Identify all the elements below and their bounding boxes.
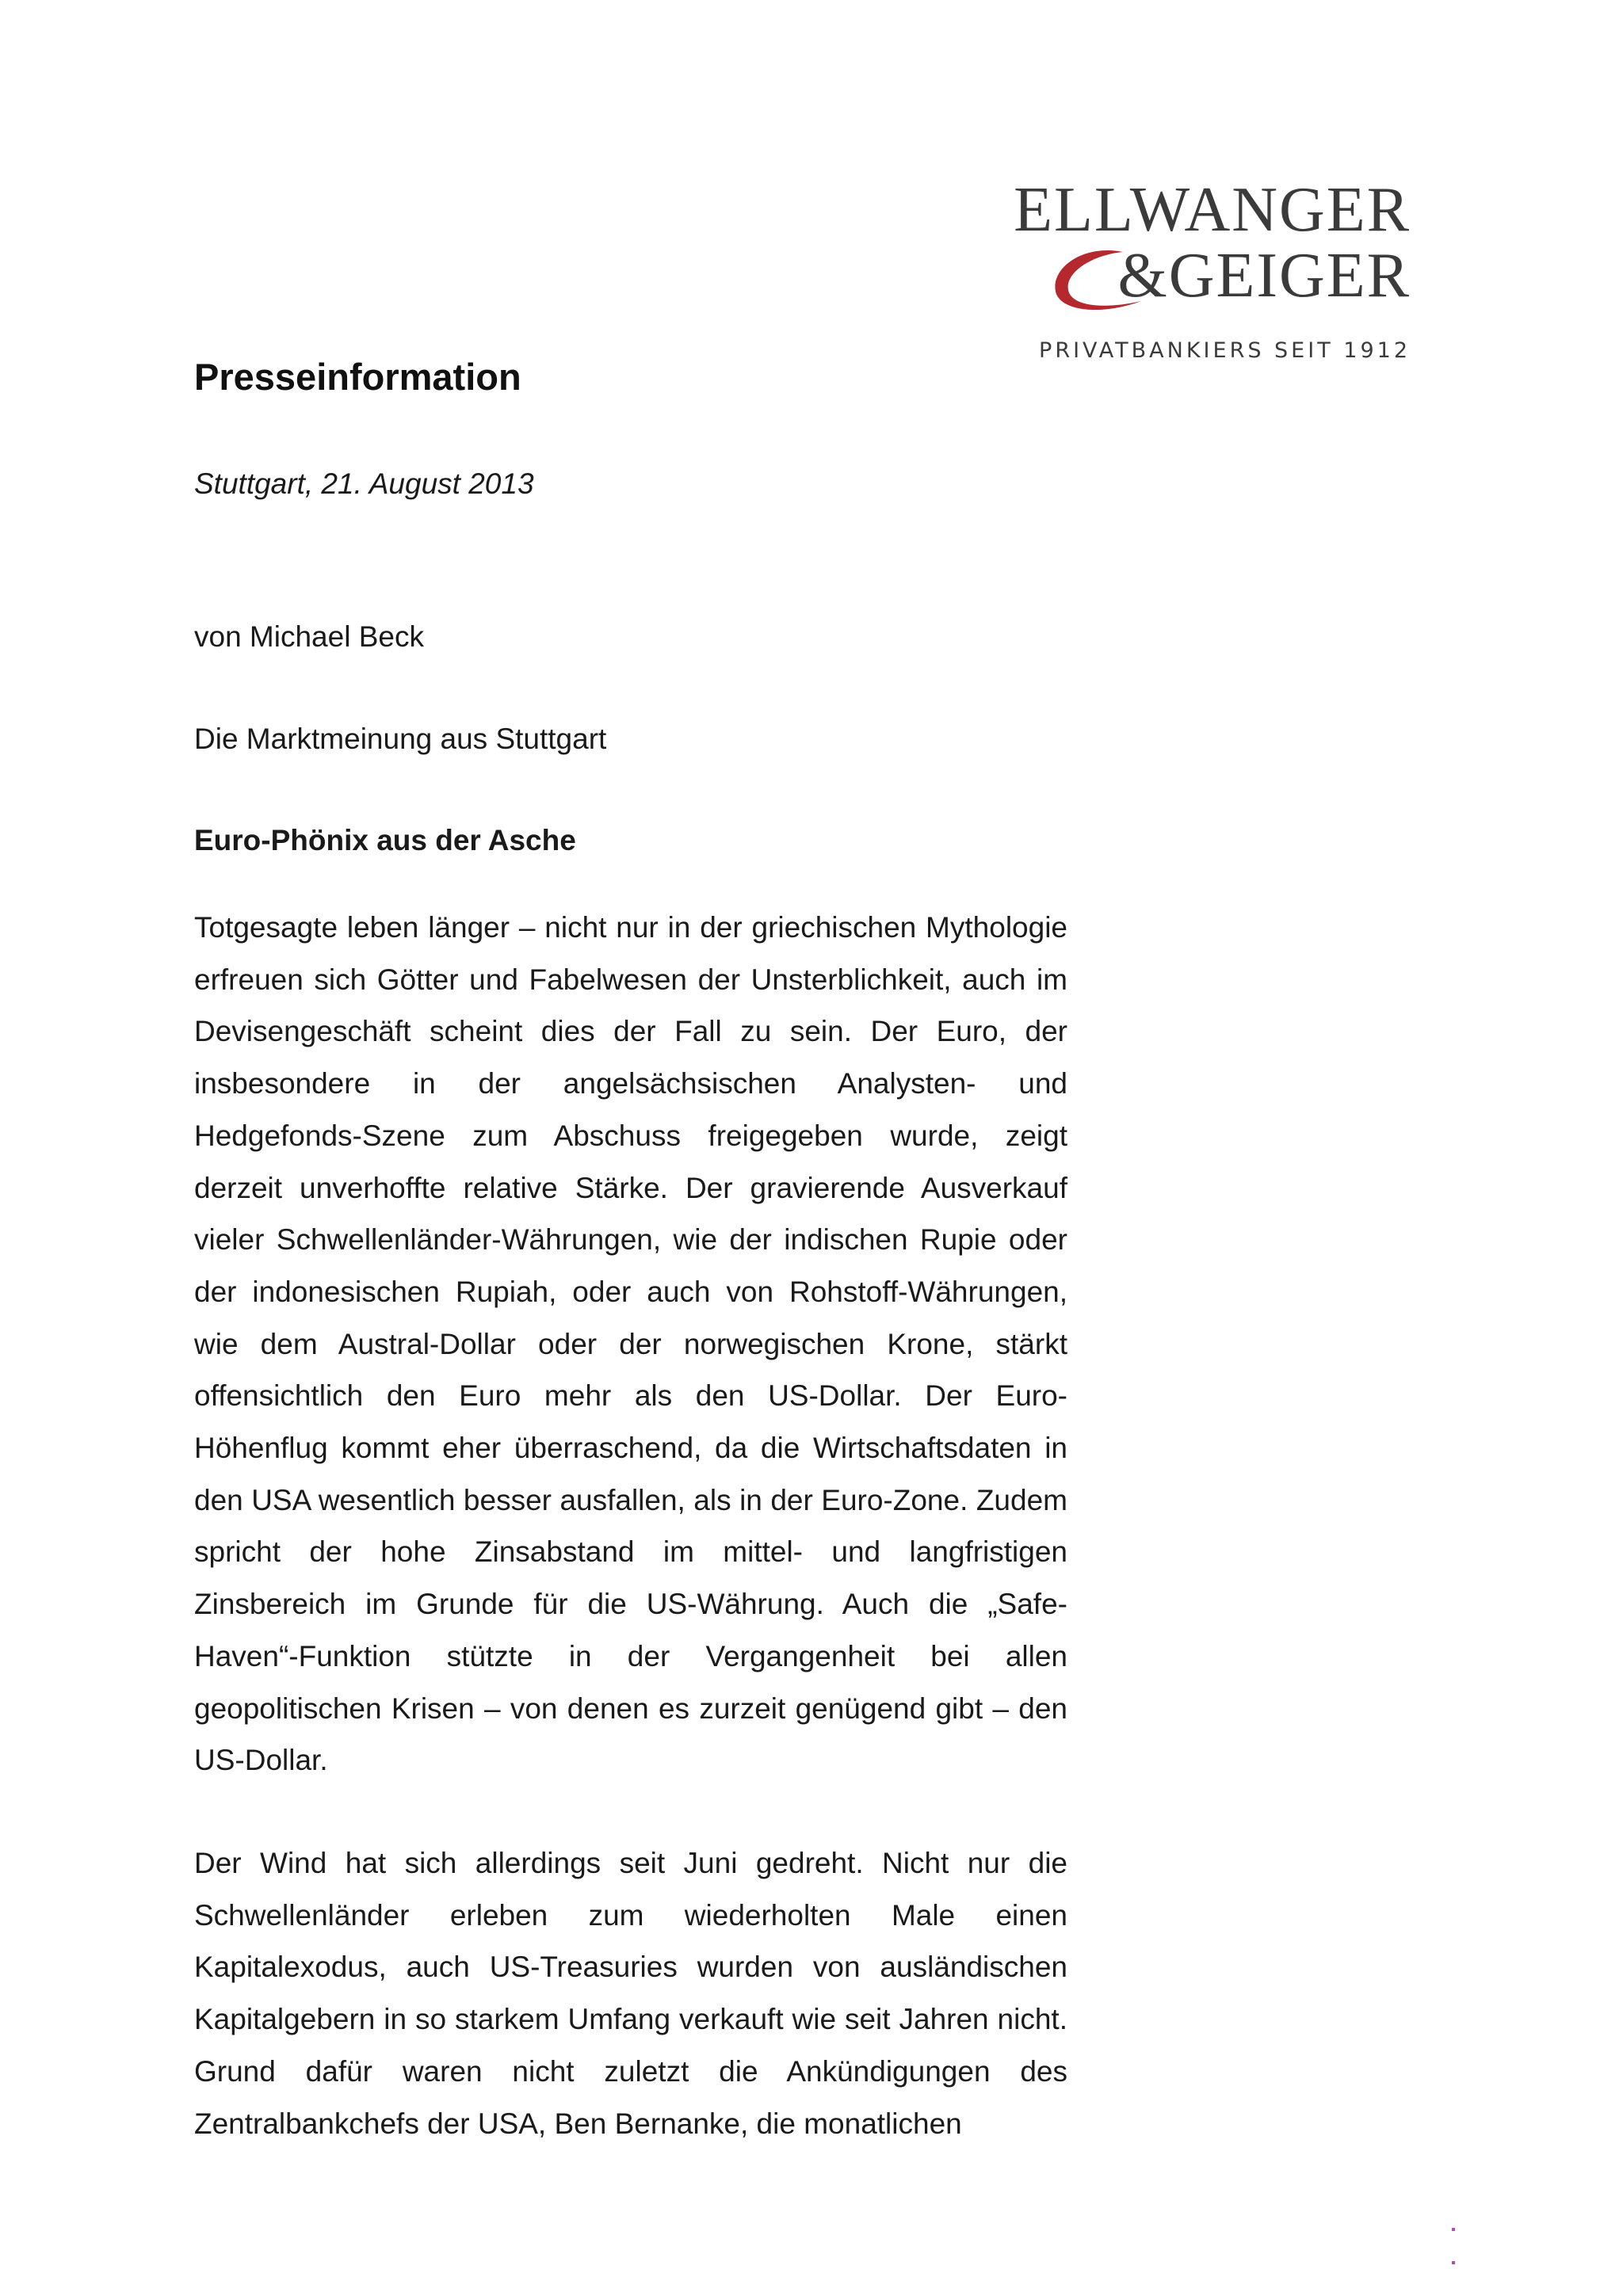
page-title: Presseinformation: [194, 356, 521, 398]
author-byline: von Michael Beck: [194, 620, 424, 653]
margin-marks: [1452, 2228, 1460, 2294]
article-kicker: Die Marktmeinung aus Stuttgart: [194, 723, 607, 755]
company-logo: [1014, 170, 1411, 368]
article-paragraph-1: Totgesagte leben länger – nicht nur in der griechischen Mythologie erfreuen sich Götter und Fabelwesen der Unsterblichkeit, auch im Devisengeschäft scheint dies der Fall zu sein. Der Euro, der insbesondere in der angelsächsischen Analysten- und Hedgefonds-Szene zum Abschuss freigegeben wurde, zeigt derzeit unverhoffte relative Stärke. Der gravierende Ausverkauf vieler Schwellenländer-Währungen, wie der indischen Rupie oder der indonesischen Rupiah, oder auch von Rohstoff-Währungen, wie dem Austral-Dollar oder der norwegischen Krone, stärkt offensichtlich den Euro mehr als den US-Dollar. Der Euro-Höhenflug kommt eher überraschend, da die Wirtschaftsdaten in den USA wesentlich besser ausfallen, als in der Euro-Zone. Zudem spricht der hohe Zinsabstand im mittel- und langfristigen Zinsbereich im Grunde für die US-Währung. Auch die „Safe-Haven“-Funktion stützte in der Vergangenheit bei allen geopolitischen Krisen – von denen es zurzeit genügend gibt – den US-Dollar.: [194, 911, 1067, 1777]
logo-line-geiger: &GEIGER: [1117, 241, 1411, 311]
article-title: Euro-Phönix aus der Asche: [194, 824, 576, 856]
margin-dot: [1452, 2261, 1455, 2264]
logo-line-ellwanger: ELLWANGER: [1014, 175, 1411, 245]
logo-tagline: PRIVATBANKIERS SEIT 1912: [1039, 338, 1411, 363]
margin-dot: [1452, 2228, 1455, 2231]
dateline: Stuttgart, 21. August 2013: [194, 467, 534, 500]
article-paragraph-2: Der Wind hat sich allerdings seit Juni gedreht. Nicht nur die Schwellenländer erleben zum wiederholten Male einen Kapitalexodus, auch US-Treasuries wurden von ausländischen Kapitalgebern in so starkem Umfang verkauft wie seit Jahren nicht. Grund dafür waren nicht zuletzt die Ankündigungen des Zentralbankchefs der USA, Ben Bernanke, die monatlichen: [194, 1847, 1067, 2140]
